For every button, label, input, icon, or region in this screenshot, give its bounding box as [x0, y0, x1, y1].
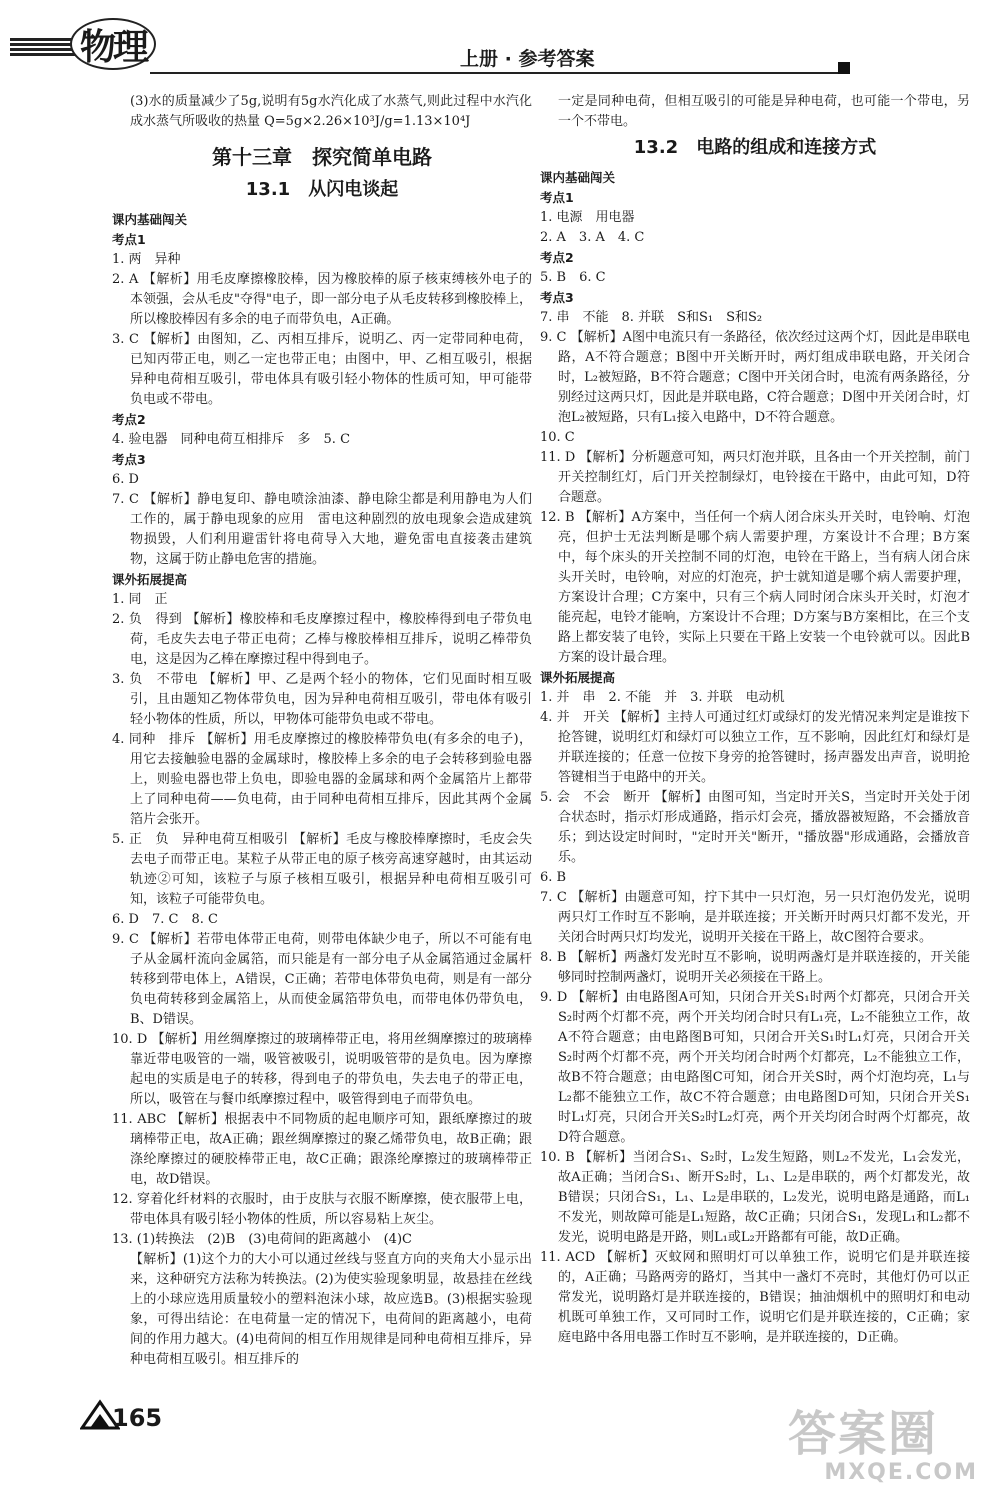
answer-item: 10. D 【解析】用丝绸摩擦过的玻璃棒带正电，将用丝绸摩擦过的玻璃棒靠近带电吸管的一端，吸管被吸引，说明吸管带的是负电。因为摩擦起电的实质是电子的转移，得到电子的带负电，失去电子的带正电，所以，吸管在与餐巾纸摩擦过程中，吸管得到电子而带负电。: [112, 1032, 532, 1107]
watermark-logo: 答案圈: [788, 1406, 939, 1462]
answer-item: 11. ACD 【解析】灭蚊网和照明灯可以单独工作，说明它们是并联连接的，A正确；马路两旁的路灯，当其中一盏灯不亮时，其他灯仍可以正常发光，说明路灯是并联连接的，B错误；抽油烟机中的照明灯和电动机既可单独工作，又可同时工作，说明它们是并联连接的，C正确；家庭电路中各用电器工作时互不影响，是并联连接的，D正确。: [540, 1250, 970, 1345]
chapter-title: 第十三章 探究简单电路: [212, 145, 432, 169]
section-title-13-2: 13.2 电路的组成和连接方式: [633, 137, 877, 158]
section-label: 课内基础闯关: [112, 212, 188, 227]
page-number: 165: [112, 1404, 163, 1432]
section-label: 考点1: [540, 190, 574, 205]
answer-item: 5. 会 不会 断开 【解析】由图可知，当定时开关S，当定时开关处于闭合状态时，指示灯形成通路，指示灯会亮，播放器被短路，不会播放音乐；到达设定时间时，"定时开关"断开，"播放器"形成通路，会播放音乐。: [540, 790, 970, 865]
answer-item: 9. C 【解析】A图中电流只有一条路径，依次经过这两个灯，因此是串联电路，A不符合题意；B图中开关断开时，两灯组成串联电路，开关闭合时，L₂被短路，B不符合题意；C图中开关闭合时，电流有两条路径，分别经过这两只灯，因此是并联电路，C符合题意；D图中开关闭合时，灯泡L₂被短路，只有L₁接入电路中，D不符合题意。: [540, 330, 971, 425]
header-title: 上册 · 参考答案: [460, 48, 595, 70]
answer-item: 12. 穿着化纤材料的衣服时，由于皮肤与衣服不断摩擦，使衣服带上电，带电体具有吸引轻小物体的性质，所以容易粘上灰尘。: [112, 1192, 532, 1227]
answer-item: 2. A 【解析】用毛皮摩擦橡胶棒，因为橡胶棒的原子核束缚核外电子的本领强，会从毛皮"夺得"电子，即一部分电子从毛皮转移到橡胶棒上，所以橡胶棒因有多余的电子而带负电，A正确。: [112, 272, 532, 327]
subject-label: 物理: [79, 25, 146, 68]
answer-item: 4. 同种 排斥 【解析】用毛皮摩擦过的橡胶棒带负电(有多余的电子)，用它去接触验电器的金属球时，橡胶棒上多余的电子会转移到验电器上，则验电器也带上负电，即验电器的金属球和两个金属箔片上都带上了同种电荷——负电荷，由于同种电荷相互排斥，因此其两个金属箔片会张开。: [112, 732, 532, 827]
header-square-icon: [838, 62, 850, 74]
section-label: 课内基础闯关: [540, 170, 616, 185]
answer-item: 3. C 【解析】由图知，乙、丙相互排斥，说明乙、丙一定带同种电荷，已知丙带正电，则乙一定也带正电；由图中，甲、乙相互吸引，根据异种电荷相互吸引，带电体具有吸引轻小物体的性质可知，甲可能带负电或不带电。: [112, 332, 532, 407]
answer-item: 7. C 【解析】静电复印、静电喷涂油漆、静电除尘都是利用静电为人们工作的，属于静电现象的应用 雷电这种剧烈的放电现象会造成建筑物损毁，人们利用避雷针将电荷导入大地，避免雷电直接袭击建筑物，这属于防止静电危害的措施。: [112, 492, 532, 567]
section-label: 考点3: [112, 452, 146, 467]
answer-item: 13. (1)转换法 (2)B (3)电荷间的距离越小 (4)C: [112, 1232, 412, 1247]
answer-item: 5. 正 负 异种电荷互相吸引 【解析】毛皮与橡胶棒摩擦时，毛皮会失去电子而带正电。某粒子从带正电的原子核旁高速穿越时，由其运动轨迹②可知，该粒子与原子核相互吸引，根据异种电荷相互吸引可知，该粒子可能带负电。: [112, 832, 532, 907]
section-title-13-1: 13.1 从闪电谈起: [245, 179, 399, 200]
answer-item: 10. B 【解析】当闭合S₁、S₂时，L₂发生短路，则L₂不发光，L₁会发光，故A正确；当闭合S₁、断开S₂时，L₁、L₂是串联的，两个灯都发光，故B错误；只闭合S₁，L₁、L₂是串联的，L₂发光，说明电路是通路，而L₁不发光，则故障可能是L₁短路，故C正确；只闭合S₁，发现L₁和L₂都不发光，说明电路是开路，则L₁或L₂开路都有可能，故D正确。: [540, 1150, 970, 1245]
section-label: 考点1: [112, 232, 146, 247]
answer-item: 7. C 【解析】由题意可知，拧下其中一只灯泡，另一只灯泡仍发光，说明两只灯工作时互不影响，是并联连接；开关断开时两只灯都不发光，开关闭合时两只灯均发光，说明开关接在干路上，故C图符合要求。: [540, 890, 970, 945]
answer-continuation: 【解析】(1)这个力的大小可以通过丝线与竖直方向的夹角大小显示出来，这种研究方法称为转换法。(2)为使实验现象明显，故悬挂在丝线上的小球应选用质量较小的塑料泡沫小球，故应选B。(3)根据实验现象，可得出结论：在电荷量一定的情况下，电荷间的距离越小，电荷间的作用力越大。(4)电荷间的相互作用规律是同种电荷相互排斥，异种电荷相互吸引。相互排斥的: [130, 1252, 532, 1367]
answer-item: 7. 串 不能 8. 并联 S和S₁ S和S₂: [540, 310, 763, 325]
answer-item: 2. A 3. A 4. C: [540, 230, 645, 245]
subject-logo: [70, 18, 156, 70]
right-intro: 一定是同种电荷，但相互吸引的可能是异种电荷，也可能一个带电，另一个不带电。: [558, 94, 970, 129]
answer-item: 1. 电源 用电器: [540, 210, 635, 225]
answer-item: 4. 验电器 同种电荷互相排斥 多 5. C: [112, 432, 351, 447]
answer-item: 10. C: [540, 430, 575, 445]
answer-item: 1. 并 串 2. 不能 并 3. 并联 电动机: [540, 690, 785, 705]
answer-item: 6. D: [112, 472, 139, 487]
answer-item: 3. 负 不带电 【解析】甲、乙是两个轻小的物体，它们见面时相互吸引，且由题知乙物体带负电，因为异种电荷相互吸引，带电体有吸引轻小物体的性质，所以，甲物体可能带负电或不带电。: [112, 672, 532, 727]
answer-item: 6. D 7. C 8. C: [112, 912, 218, 927]
section-label: 考点3: [540, 290, 574, 305]
answer-item: 4. 并 开关 【解析】主持人可通过红灯或绿灯的发光情况来判定是谁按下抢答键，说明红灯和绿灯可以独立工作，互不影响，因此红灯和绿灯是并联连接的；任意一位按下身旁的抢答键时，扬声器发出声音，说明抢答键相当于电路中的开关。: [540, 710, 970, 785]
answer-item: 2. 负 得到 【解析】橡胶棒和毛皮摩擦过程中，橡胶棒得到电子带负电荷，毛皮失去电子带正电荷；乙棒与橡胶棒相互排斥，说明乙棒带负电，这是因为乙棒在摩擦过程中得到电子。: [112, 612, 532, 667]
answer-item: 6. B: [540, 870, 567, 885]
watermark-url: MXQE.COM: [824, 1460, 978, 1485]
left-column: [112, 92, 532, 1370]
answer-item: 1. 同 正: [112, 592, 168, 607]
section-label: 课外拓展提高: [112, 572, 188, 587]
right-column: [540, 92, 970, 1348]
right-answer-list: [540, 168, 970, 1348]
section-label: 考点2: [112, 412, 146, 427]
left-intro: (3)水的质量减少了5g,说明有5g水汽化成了水蒸气,则此过程中水汽化成水蒸气所吸收的热量 Q=5g×2.26×10³J/g=1.13×10⁴J: [130, 94, 532, 129]
answer-item: 9. C 【解析】若带电体带正电荷，则带电体缺少电子，所以不可能有电子从金属杆流向金属箔，而只能是有一部分电子从金属箔通过金属杆转移到带电体上，A错误，C正确；若带电体带负电荷，则是有一部分负电荷转移到金属箔上，从而使金属箔带负电，而带电体仍带负电，B、D错误。: [112, 932, 532, 1027]
answer-item: 12. B 【解析】A方案中，当任何一个病人闭合床头开关时，电铃响、灯泡亮，但护士无法判断是哪个病人需要护理，方案设计不合理；B方案中，每个床头的开关控制不同的灯泡，电铃在干路上，当有病人闭合床头开关时，电铃响，对应的灯泡亮，护士就知道是哪个病人需要护理，方案设计合理；C方案中，只有三个病人同时闭合床头开关时，灯泡才能亮起，电铃才能响，方案设计不合理；D方案与B方案相比，在三个支路上都安装了电铃，实际上只要在干路上安装一个电铃就可以。因此B方案的设计最合理。: [540, 510, 970, 665]
answer-item: 11. D 【解析】分析题意可知，两只灯泡并联，且各由一个开关控制，前门开关控制红灯，后门开关控制绿灯，电铃接在干路中，由此可知，D符合题意。: [540, 450, 970, 505]
answer-item: 11. ABC 【解析】根据表中不同物质的起电顺序可知，跟纸摩擦过的玻璃棒带正电，故A正确；跟丝绸摩擦过的聚乙烯带负电，故B正确；跟涤纶摩擦过的硬胶棒带正电，故C正确；跟涤纶摩擦过的玻璃棒带正电，故D错误。: [112, 1112, 532, 1187]
answer-item: 1. 两 异种: [112, 252, 181, 267]
answer-item: 8. B 【解析】两盏灯发光时互不影响，说明两盏灯是并联连接的，开关能够同时控制两盏灯，说明开关必须接在干路上。: [540, 950, 970, 985]
page-header: [0, 0, 1000, 80]
answer-item: 9. D 【解析】由电路图A可知，只闭合开关S₁时两个灯都亮，只闭合开关S₂时两个灯都不亮，两个开关均闭合时只有L₁亮，L₂不能独立工作，故A不符合题意；由电路图B可知，只闭合开关S₁时L₁灯亮，只闭合开关S₂时两个灯都不亮，两个开关均闭合时两个灯都亮，L₂不能独立工作，故B不符合题意；由电路图C可知，闭合开关S时，两个灯泡均亮，L₁与L₂都不能独立工作，故C不符合题意；由电路图D可知，只闭合开关S₁时L₁灯亮，只闭合开关S₂时L₂灯亮，两个开关均闭合时两个灯都亮，故D符合题意。: [540, 990, 970, 1145]
header-rule: [150, 72, 850, 74]
answer-item: 5. B 6. C: [540, 270, 606, 285]
watermark: [788, 1408, 988, 1488]
section-label: 课外拓展提高: [540, 670, 616, 685]
left-answer-list: [112, 210, 532, 1370]
section-label: 考点2: [540, 250, 574, 265]
